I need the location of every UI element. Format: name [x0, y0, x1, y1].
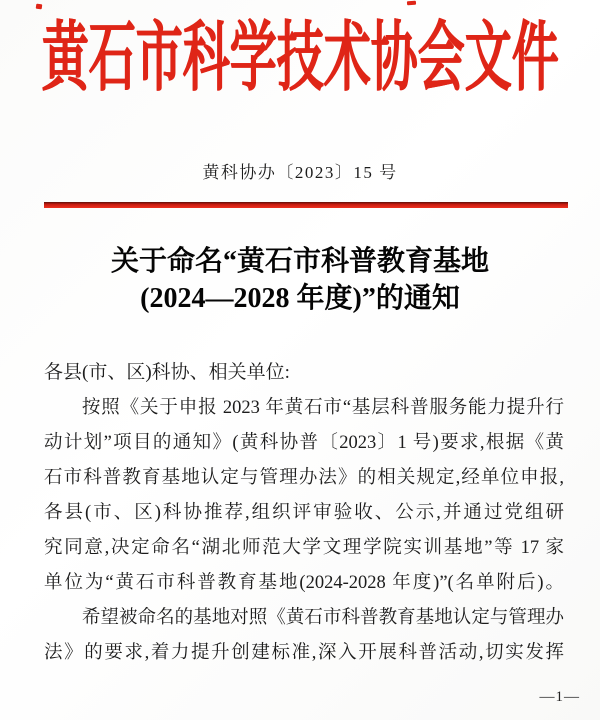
document-title-line1: 关于命名“黄石市科普教育基地 — [110, 246, 489, 277]
document-title-line2: (2024—2028 年度)”的通知 — [140, 283, 460, 314]
page-number: —1— — [539, 689, 580, 705]
body-line: 动计划”项目的通知》(黄科协普〔2023〕1 号)要求,根据《黄 — [44, 433, 564, 453]
salutation: 各县(市、区)科协、相关单位: — [44, 362, 290, 383]
body-line: 各县(市、区)科协推荐,组织评审验收、公示,并通过党组研 — [44, 503, 564, 523]
body-line: 单位为“黄石市科普教育基地(2024-2028 年度)”(名单附后)。 — [44, 573, 564, 593]
red-divider-rule — [44, 202, 568, 208]
letterhead-org-title: 黄石市科学技术协会文件 — [41, 17, 559, 102]
scan-artifact-speck — [36, 4, 43, 10]
body-line: 按照《关于申报 2023 年黄石市“基层科普服务能力提升行 — [81, 398, 564, 418]
document-number: 黄科协办〔2023〕15 号 — [202, 163, 398, 182]
body-line: 究同意,决定命名“湖北师范大学文理学院实训基地”等 17 家 — [44, 538, 564, 558]
document-body — [44, 391, 564, 671]
document-title — [0, 243, 600, 317]
scan-artifact-speck — [407, 1, 416, 6]
body-line: 希望被命名的基地对照《黄石市科普教育基地认定与管理办 — [81, 608, 564, 628]
body-line: 法》的要求,着力提升创建标准,深入开展科普活动,切实发挥 — [44, 643, 564, 663]
letterhead — [0, 17, 600, 102]
body-line: 石市科普教育基地认定与管理办法》的相关规定,经单位申报, — [44, 468, 564, 488]
